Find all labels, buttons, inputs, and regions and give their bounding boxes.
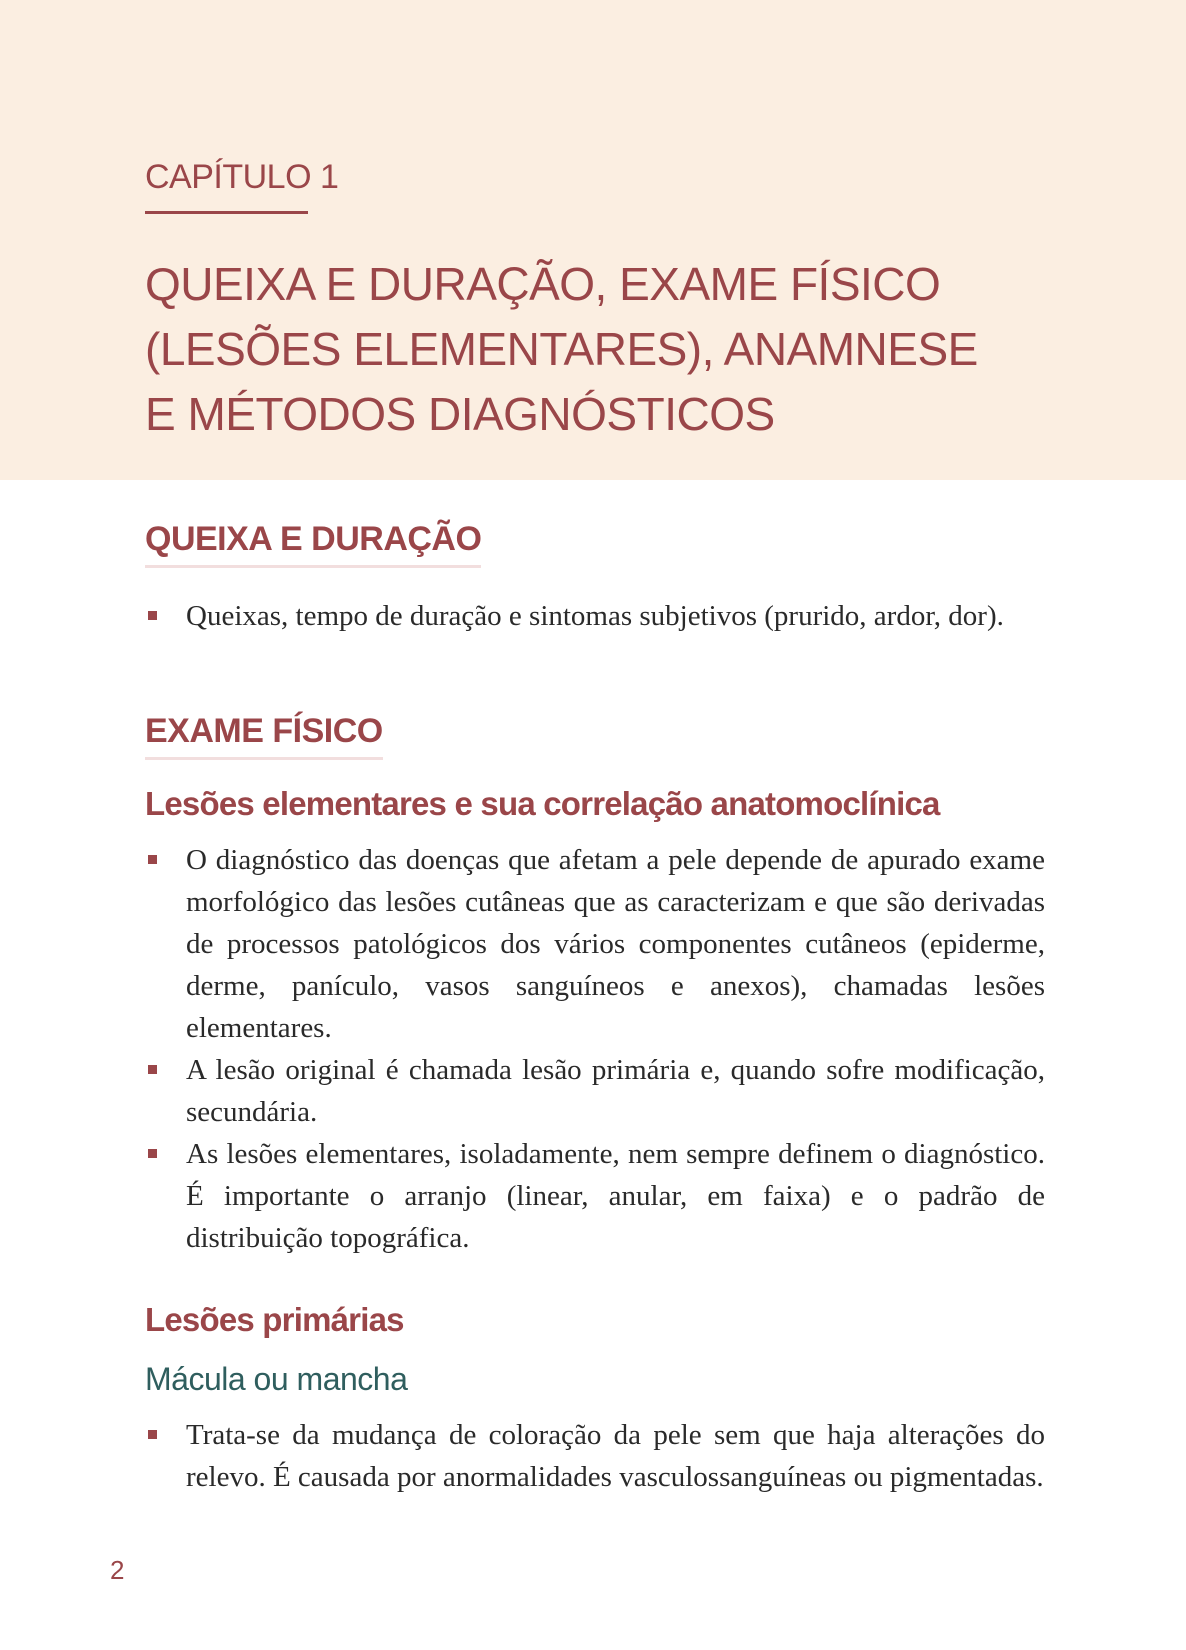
list-item-text: Trata-se da mudança de coloração da pele sem que haja alterações do relevo. É causada por anormalidades vasculossanguíneas ou pigmentadas. — [186, 1419, 1045, 1493]
section-queixa — [145, 520, 1045, 679]
chapter-label: CAPÍTULO 1 — [145, 158, 339, 196]
bullet-square-icon — [148, 1430, 157, 1439]
subheading-lesoes-elementares: Lesões elementares e sua correlação anatomoclínica — [145, 785, 940, 822]
bullet-square-icon — [148, 611, 157, 620]
chapter-label-underline — [145, 211, 308, 214]
list-item — [145, 1049, 1045, 1133]
list-item — [145, 839, 1045, 1049]
chapter-title-line: QUEIXA E DURAÇÃO, EXAME FÍSICO — [145, 258, 941, 310]
bullet-square-icon — [148, 1065, 157, 1074]
subheading-lesoes-primarias: Lesões primárias — [145, 1301, 404, 1338]
section-exame-fisico — [145, 712, 1045, 1259]
page-body — [145, 520, 1045, 1498]
list-item — [145, 595, 1045, 679]
list-item — [145, 1133, 1045, 1259]
list-item — [145, 1414, 1045, 1498]
page-number: 2 — [110, 1555, 125, 1585]
bullet-list — [145, 839, 1045, 1259]
list-item-text: Queixas, tempo de duração e sintomas subjetivos (prurido, ardor, dor). — [186, 600, 1004, 632]
list-item-text: As lesões elementares, isoladamente, nem sempre definem o diagnóstico. É importante o arranjo (linear, anular, em faixa) e o padrão de distribuição topográfica. — [186, 1138, 1045, 1254]
chapter-title — [145, 252, 1045, 447]
subheading-macula-mancha: Mácula ou mancha — [145, 1361, 408, 1397]
bullet-square-icon — [148, 855, 157, 864]
chapter-title-line: E MÉTODOS DIAGNÓSTICOS — [145, 388, 775, 440]
list-item-text: O diagnóstico das doenças que afetam a pele depende de apurado exame morfológico das lesões cutâneas que as caracterizam e que são derivadas de processos patológicos dos vários componentes cutâneos (epiderme, derme, panículo, vasos sanguíneos e anexos), chamadas lesões elementares. — [186, 844, 1045, 1044]
section-heading-queixa: QUEIXA E DURAÇÃO — [145, 520, 481, 568]
bullet-square-icon — [148, 1149, 157, 1158]
list-item-text: A lesão original é chamada lesão primária e, quando sofre modificação, secundária. — [186, 1054, 1045, 1128]
chapter-title-line: (LESÕES ELEMENTARES), ANAMNESE — [145, 323, 978, 375]
bullet-list — [145, 595, 1045, 679]
section-heading-exame-fisico: EXAME FÍSICO — [145, 712, 383, 760]
section-lesoes-primarias — [145, 1301, 1045, 1498]
bullet-list — [145, 1414, 1045, 1498]
